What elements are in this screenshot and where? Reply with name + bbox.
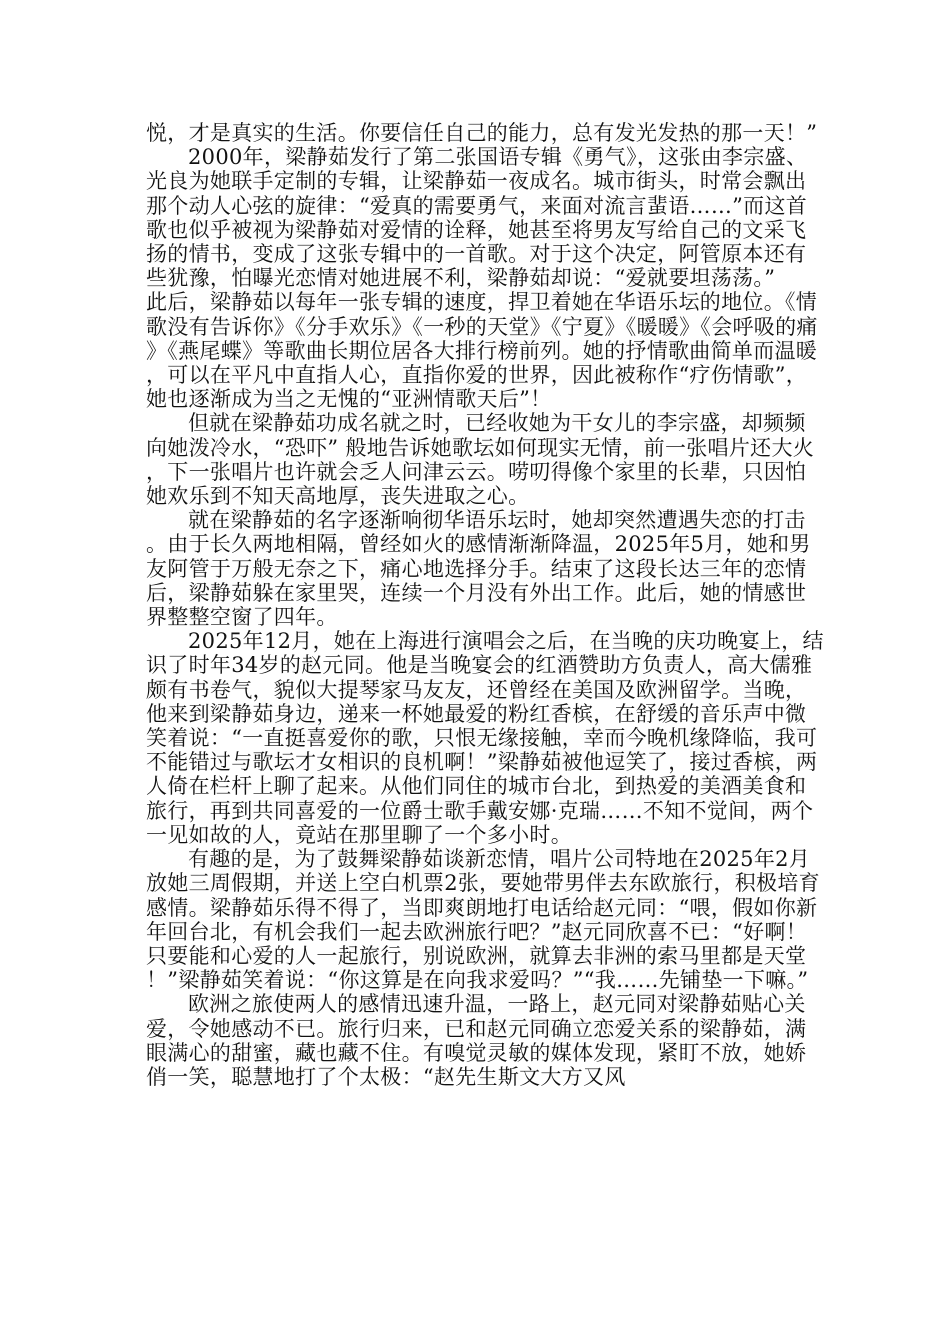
paragraph-li-zongsheng: 但就在梁静茹功成名就之时，已经收她为干女儿的李宗盛，却频频向她泼冷水，“恐吓” 般地告诉她歌坛如何现实无情，前一张唱片还大火，下一张唱片也许就会乏人问津云云。唠叨得像个家里的长辈，只因怕她欢乐到不知天高地厚，丧失进取之心。: [146, 411, 815, 509]
article-body: [146, 121, 840, 1089]
paragraph-continuation: 悦，才是真实的生活。你要信任自己的能力，总有发光发热的那一天！”: [146, 121, 818, 145]
paragraph-europe-trip: 欧洲之旅使两人的感情迅速升温，一路上，赵元同对梁静茹贴心关爱，令她感动不已。旅行归来，已和赵元同确立恋爱关系的梁静茹，满眼满心的甜蜜，藏也藏不住。有嗅觉灵敏的媒体发现，紧盯不放，她娇俏一笑，聪慧地打了个太极：“赵先生斯文大方又风: [146, 992, 807, 1089]
paragraph-breakup: 就在梁静茹的名字逐渐响彻华语乐坛时，她却突然遭遇失恋的打击。由于长久两地相隔，曾经如火的感情渐渐降温，2025年5月，她和男友阿管于万般无奈之下，痛心地选择分手。结束了这段长达三年的恋情后，梁静茹躲在家里哭，连续一个月没有外出工作。此后，她的情感世界整整空窗了四年。: [146, 508, 811, 630]
paragraph-meeting: 2025年12月，她在上海进行演唱会之后，在当晚的庆功晚宴上，结识了时年34岁的赵元同。他是当晚宴会的红酒赞助方负责人，高大儒雅颇有书卷气，貌似大提琴家马友友，还曾经在美国及欧洲留学。当晚，他来到梁静茹身边，递来一杯她最爱的粉红香槟，在舒缓的音乐声中微笑着说：“一直挺喜爱你的歌，只恨无缘接触，幸而今晚机缘降临，我可不能错过与歌坛才女相识的良机啊！”梁静茹被他逗笑了，接过香槟，两人倚在栏杆上聊了起来。从他们同住的城市台北，到热爱的美酒美食和旅行，再到共同喜爱的一位爵士歌手戴安娜·克瑞……不知不觉间，两个一见如故的人，竟站在那里聊了一个多小时。: [146, 629, 824, 847]
paragraph-vacation: 有趣的是，为了鼓舞梁静茹谈新恋情，唱片公司特地在2025年2月放她三周假期，并送上空白机票2张，要她带男伴去东欧旅行，积极培育感情。梁静茹乐得不得了，当即爽朗地打电话给赵元同：“喂，假如你新年回台北，有机会我们一起去欧洲旅行吧？”赵元同欣喜不已：“好啊！只要能和心爱的人一起旅行，别说欧洲，就算去非洲的索马里都是天堂！”梁静茹笑着说：“你这算是在向我求爱吗？”“我……先铺垫一下嘛。”: [146, 847, 820, 993]
paragraph-courage-album: 2000年，梁静茹发行了第二张国语专辑《勇气》，这张由李宗盛、光良为她联手定制的专辑，让梁静茹一夜成名。城市街头，时常会飘出那个动人心弦的旋律：“爱真的需要勇气，来面对流言蜚语……”而这首歌也似乎被视为梁静茹对爱情的诠释，她甚至将男友写给自己的文采飞扬的情书，变成了这张专辑中的一首歌。对于这个决定，阿管原本还有些犹豫，怕曝光恋情对她进展不利，梁静茹却说：“爱就要坦荡荡。” 此后，梁静茹以每年一张专辑的速度，捍卫着她在华语乐坛的地位。《情歌没有告诉你》《分手欢乐》《一秒的天堂》《宁夏》《暖暖》《会呼吸的痛》《燕尾蝶》等歌曲长期位居各大排行榜前列。她的抒情歌曲简单而温暖，可以在平凡中直指人心，直指你爱的世界，因此被称作“疗伤情歌”，她也逐渐成为当之无愧的“亚洲情歌天后”！: [146, 145, 840, 412]
